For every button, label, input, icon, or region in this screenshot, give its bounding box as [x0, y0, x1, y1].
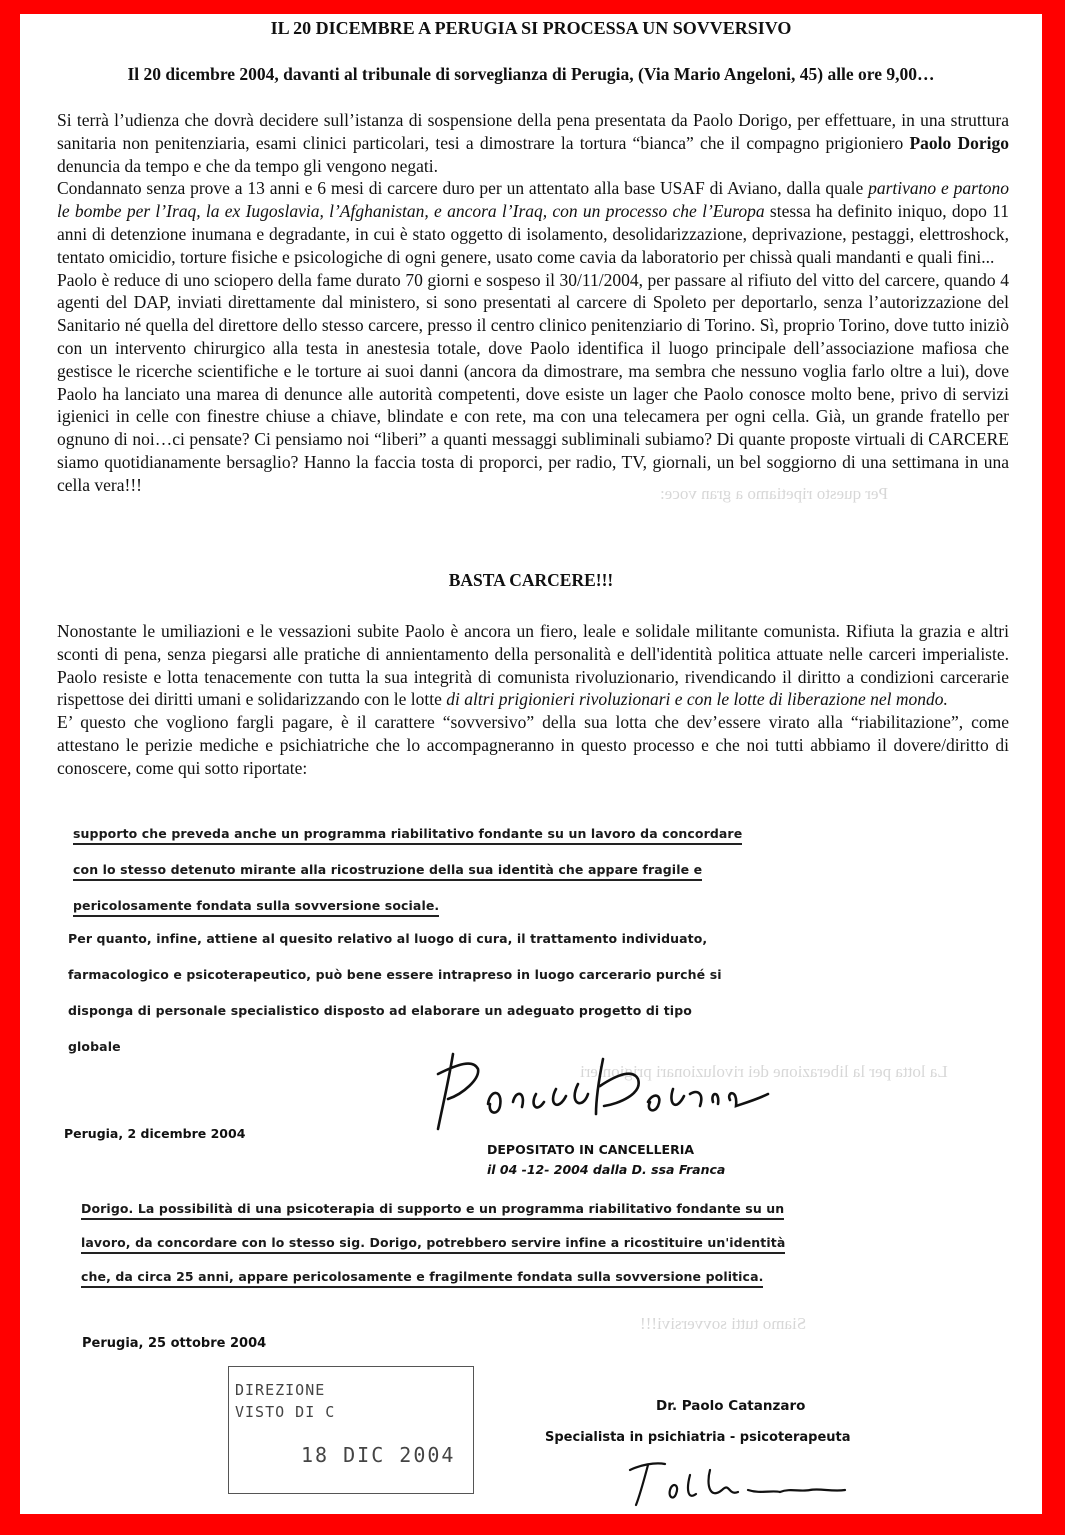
quote-line: con lo stesso detenuto mirante alla ricostruzione della sua identità che appare fragile e: [73, 862, 702, 881]
paragraph: E’ questo che vogliono fargli pagare, è il carattere “sovversivo” della sua lotta che dev’essere virato alla “riabilitazione”, come attestano le perizie mediche e psichiatriche che lo accompagneranno in questo processo e che noi tutti abbiamo il dovere/diritto di conoscere, come qui sotto riportate:: [57, 712, 1009, 778]
body-section-1: [57, 109, 1009, 497]
quote-line: Dorigo. La possibilità di una psicoterapia di supporto e un programma riabilitativo fondante su un: [81, 1201, 784, 1220]
document-page: [20, 14, 1042, 1514]
paragraph: Si terrà l’udienza che dovrà decidere sull’istanza di sospensione della pena presentata da Paolo Dorigo, per effettuare, in una struttura sanitaria non penitenziaria, esami clinici particolari, tesi a dimostrare la tortura “bianca” che il compagno prigioniero Paolo Dorigo denuncia da tempo e che da tempo gli vengono negati.: [57, 110, 1009, 176]
quote-line: globale: [68, 1039, 121, 1054]
paragraph: Condannato senza prove a 13 anni e 6 mesi di carcere duro per un attentato alla base USAF di Aviano, dalla quale partivano e partono le bombe per l’Iraq, la ex Iugoslavia, l’Afghanistan, e ancora l’Iraq, con un processo che l’Europa stessa ha definito iniquo, dopo 11 anni di detenzione inumana e degradante, in cui è stato oggetto di isolamento, desolidarizzazione, deprivazione, pestaggi, elettroshock, tentato omicidio, torture fisiche e psicologiche di ogni genere, usato come cavia da laboratorio per chissà quali mandanti e quali fini...: [57, 178, 1010, 267]
doctor-name: Dr. Paolo Catanzaro: [656, 1398, 806, 1414]
page-title: IL 20 DICEMBRE A PERUGIA SI PROCESSA UN SOVVERSIVO: [270, 18, 792, 38]
quote-line: supporto che preveda anche un programma riabilitativo fondante su un lavoro da concordare: [73, 826, 742, 845]
bleed-through-text: Per questo ripetiamo a gran voce:: [660, 484, 889, 503]
report-date-1: Perugia, 2 dicembre 2004: [64, 1126, 246, 1141]
paragraph: Nonostante le umiliazioni e le vessazioni subite Paolo è ancora un fiero, leale e solidale militante comunista. Rifiuta la grazia e altri sconti di pena, senza piegarsi alle pratiche di annientamento della personalità e dell'identità politica attuate nelle carceri imperialiste. Paolo resiste e lotta tenacemente con tutta la sua integrità di comunista rivoluzionario, rivendicando il diritto a condizioni carcerarie rispettose dei diritti umani e solidarizzando con le lotte di altri prigionieri rivoluzionari e con le lotte di liberazione nel mondo.: [57, 621, 1009, 710]
received-stamp: [228, 1366, 474, 1494]
page-subtitle: Il 20 dicembre 2004, davanti al tribunale di sorveglianza di Perugia, (Via Mario Angeloni, 45) alle ore 9,00…: [127, 64, 935, 84]
quote-line: farmacologico e psicoterapeutico, può bene essere intrapreso in luogo carcerario purché si: [68, 967, 722, 982]
doctor-specialty: Specialista in psichiatria - psicoterapeuta: [545, 1430, 851, 1445]
quote-line: Per quanto, infine, attiene al quesito relativo al luogo di cura, il trattamento individuato,: [68, 931, 708, 946]
stamp-line: VISTO DI C: [235, 1403, 336, 1421]
quoted-report-excerpt-3: [81, 1192, 785, 1294]
quote-line: lavoro, da concordare con lo stesso sig. Dorigo, potrebbero servire infine a ricostituire un'identità: [81, 1235, 785, 1254]
quoted-report-excerpt-1: [73, 816, 742, 924]
bleed-through-text: Siamo tutti sovversivi!!!: [640, 1314, 807, 1333]
report-date-2: Perugia, 25 ottobre 2004: [82, 1336, 267, 1351]
doctor-signature: [610, 1450, 870, 1510]
quote-line: disponga di personale specialistico disposto ad elaborare un adeguato progetto di tipo: [68, 1003, 692, 1018]
quote-line: pericolosamente fondata sulla sovversione sociale.: [73, 898, 439, 917]
stamp-date: 18 DIC 2004: [301, 1443, 456, 1467]
deposit-stamp-date: il 04 -12- 2004 dalla D. ssa Franca: [487, 1162, 726, 1177]
deposit-stamp: DEPOSITATO IN CANCELLERIA: [487, 1142, 695, 1157]
section-heading: BASTA CARCERE!!!: [448, 570, 614, 590]
stamp-line: DIREZIONE: [235, 1381, 326, 1399]
paragraph: Paolo è reduce di uno sciopero della fame durato 70 giorni e sospeso il 30/11/2004, per passare al rifiuto del vitto del carcere, quando 4 agenti del DAP, inviati direttamente dal ministero, si sono presentati al carcere di Spoleto per deportarlo, senza l’autorizzazione del Sanitario né quella del direttore dello stesso carcere, presso il centro clinico penitenziario di Torino. Sì, proprio Torino, dove tutto iniziò con un intervento chirurgico alla testa in anestesia totale, dove Paolo identifica il luogo principale dell’associazione mafiosa che gestisce le ricerche scientifiche e le torture ai suoi danni (ancora da dimostrare, ma sembra che nessuno voglia farlo oltre a lui), dove Paolo ha lanciato una marea di denunce alle autorità competenti, dove esiste un lager che Paolo conosce molto bene, privo di servizi igienici in celle con finestre chiuse a chiave, blindate e con rete, ma con una telecamera per ogni cella. Già, un grande fratello per ognuno di noi…ci pensate? Ci pensiamo noi “liberi” a quanti messaggi subliminali subiamo? Di quante proposte virtuali di CARCERE siamo quotidianamente bersaglio? Hanno la faccia tosta di proporci, per radio, TV, giornali, un bel soggiorno di una settimana in una cella vera!!!: [57, 269, 1009, 495]
quote-line: che, da circa 25 anni, appare pericolosamente e fragilmente fondata sulla sovversione politica.: [81, 1269, 763, 1288]
bleed-through-text: La lotta per la liberazione dei rivoluzionari prigionieri: [580, 1062, 948, 1081]
body-section-2: [57, 620, 1009, 780]
judge-signature: [418, 1044, 778, 1134]
